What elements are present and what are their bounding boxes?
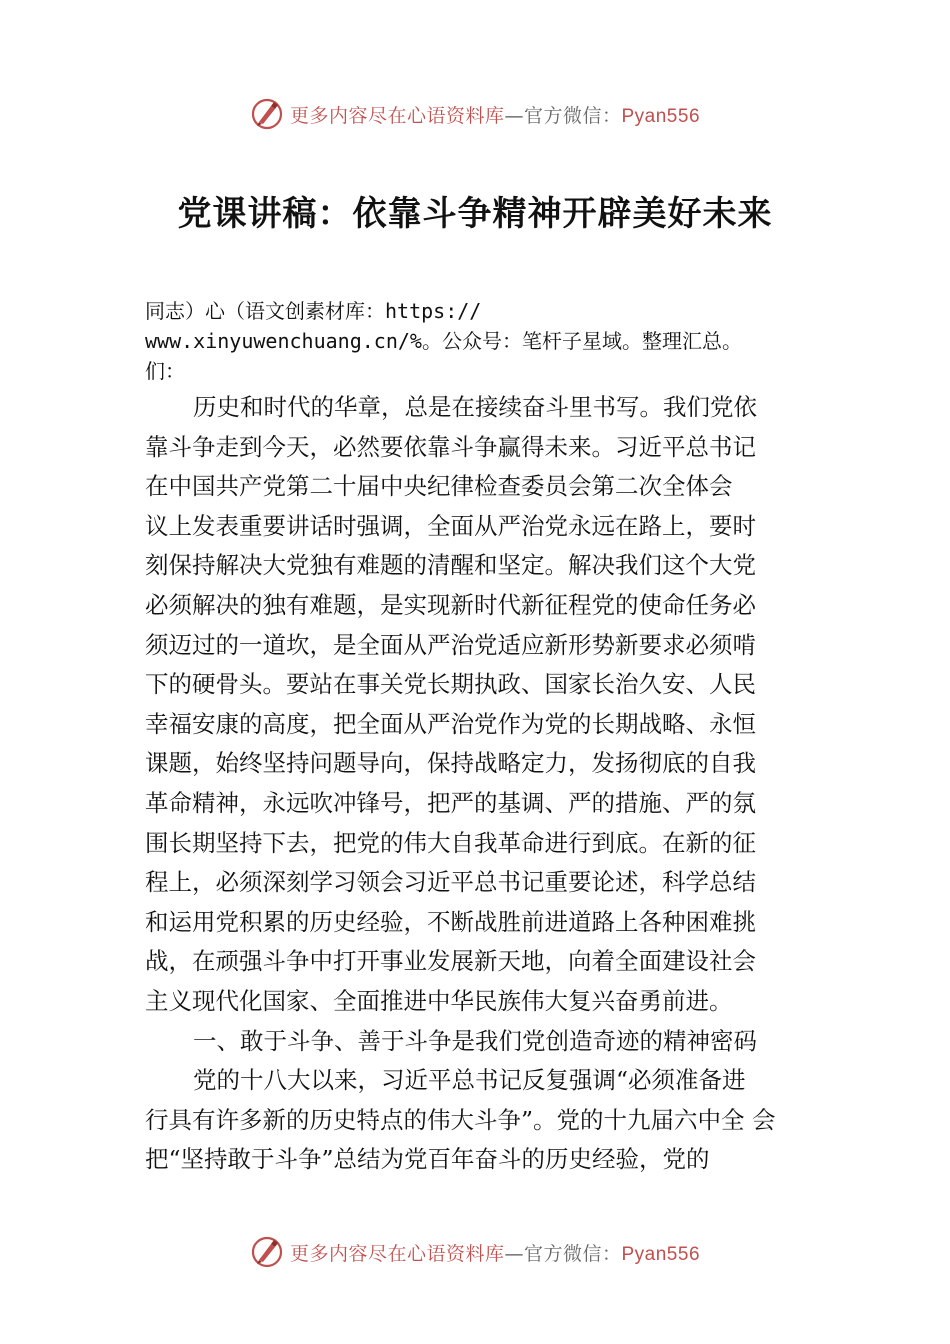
- body-line: 下的硬骨头。要站在事关党长期执政、国家长治久安、人民: [145, 670, 756, 699]
- body-line: 围长期坚持下去，把党的伟大自我革命进行到底。在新的征: [145, 828, 756, 857]
- banner-main-text: 更多内容尽在心语资料库: [289, 1242, 505, 1265]
- intro-line: www.xinyuwenchuang.cn/%。公众号：笔杆子星域。整理汇总。: [145, 329, 742, 353]
- body-line: 历史和时代的华章，总是在接续奋斗里书写。我们党依: [193, 393, 757, 421]
- pen-seal-logo-icon: [250, 97, 284, 131]
- body-line: 须迈过的一道坎，是全面从严治党适应新形势新要求必须啃: [145, 630, 756, 659]
- footer-banner: [0, 1232, 950, 1272]
- document-title: 党课讲稿：依靠斗争精神开辟美好未来: [177, 194, 773, 234]
- section-heading: 一、敢于斗争、善于斗争是我们党创造奇迹的精神密码: [193, 1026, 757, 1055]
- banner-wechat-label: 官方微信：: [523, 1242, 622, 1265]
- document-body: [145, 388, 815, 1180]
- banner-text: [290, 1239, 700, 1266]
- body-line: 主义现代化国家、全面推进中华民族伟大复兴奋勇前进。: [145, 986, 733, 1015]
- banner-wechat-label: 官方微信：: [523, 104, 622, 127]
- body-line: 把“坚持敢于斗争”总结为党百年奋斗的历史经验，党的: [145, 1145, 710, 1174]
- body-line: 党的十八大以来，习近平总书记反复强调“必须准备进: [193, 1066, 746, 1095]
- banner-text: [290, 101, 700, 128]
- body-line: 在中国共产党第二十届中央纪律检查委员会第二次全体会: [145, 472, 733, 501]
- body-line: 刻保持解决大党独有难题的清醒和坚定。解决我们这个大党: [145, 551, 756, 580]
- body-line: 幸福安康的高度，把全面从严治党作为党的长期战略、永恒: [145, 709, 756, 738]
- body-line: 和运用党积累的历史经验，不断战胜前进道路上各种困难挑: [145, 907, 756, 936]
- body-line: 程上，必须深刻学习领会习近平总书记重要论述，科学总结: [145, 868, 756, 897]
- banner-main-text: 更多内容尽在心语资料库: [289, 104, 505, 127]
- banner-separator: —: [504, 1242, 524, 1265]
- body-line: 战，在顽强斗争中打开事业发展新天地，向着全面建设社会: [145, 947, 756, 976]
- banner-separator: —: [504, 104, 524, 127]
- body-line: 必须解决的独有难题，是实现新时代新征程党的使命任务必: [145, 590, 756, 619]
- intro-block: [145, 296, 845, 386]
- body-line: 革命精神，永远吹冲锋号，把严的基调、严的措施、严的氛: [145, 788, 756, 817]
- banner-wechat-id: Pyan556: [621, 1243, 701, 1265]
- pen-seal-logo-icon: [250, 1235, 284, 1269]
- body-line: 课题，始终坚持问题导向，保持战略定力，发扬彻底的自我: [145, 749, 756, 778]
- body-line: 靠斗争走到今天，必然要依靠斗争赢得未来。习近平总书记: [145, 432, 756, 461]
- banner-wechat-id: Pyan556: [621, 105, 701, 127]
- body-line: 议上发表重要讲话时强调，全面从严治党永远在路上，要时: [145, 511, 756, 540]
- intro-line: 同志）心（语文创素材库：https://: [145, 299, 482, 323]
- intro-line: 们：: [145, 359, 185, 383]
- header-banner: [0, 94, 950, 134]
- body-line: 行具有许多新的历史特点的伟大斗争”。党的十九届六中全 会: [145, 1105, 776, 1134]
